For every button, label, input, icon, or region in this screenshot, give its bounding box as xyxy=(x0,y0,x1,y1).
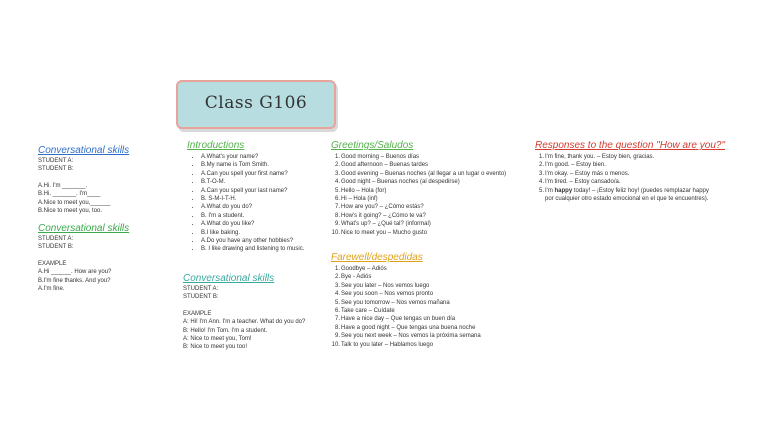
list-item: 1.Good morning – Buenos días xyxy=(334,154,420,160)
list-item: • B. I like drawing and listening to music. xyxy=(201,245,304,253)
responses-list xyxy=(535,153,725,203)
list-item: 3.See you later – Nos vemos luego xyxy=(334,282,430,289)
student-a-label: STUDENT A: xyxy=(38,236,74,242)
page-title: Class G106 xyxy=(204,93,308,113)
list-item: 7.How are you? – ¿Cómo estás? xyxy=(334,204,424,211)
list-item: 5.I'm happy today! – ¡Estoy feliz hoy! (puedes remplazar happy xyxy=(538,187,709,194)
list-item: 2.Bye - Adiós xyxy=(334,274,372,281)
list-item: 2.Good afternoon – Buenas tardes xyxy=(334,162,429,169)
list-item: 5.Hello – Hola (for) xyxy=(334,187,387,194)
conversational-skills-heading-3: Conversational skills xyxy=(183,273,275,284)
dialog-line: A.Nice to meet you,______ xyxy=(38,199,111,206)
list-item: 8.How's it going? – ¿Cómo te va? xyxy=(334,212,426,219)
conversational-skills-heading-1: Conversational skills xyxy=(38,145,130,156)
dialog-line: A.Hi. I'm _______. xyxy=(38,182,88,189)
col2-section3 xyxy=(183,273,305,352)
list-item: 3.Good evening – Buenas noches (al llegar a un lugar o evento) xyxy=(334,170,507,177)
list-item: • B.My name is Tom Smith. xyxy=(201,161,304,169)
list-item: • B.T-O-M. xyxy=(201,178,304,186)
farewell-list xyxy=(331,265,481,349)
list-item: 1.I'm fine, thank you. – Estoy bien, gracias. xyxy=(538,154,655,160)
list-item-continuation: por cualquier otro estado emocional en el que te encuentres). xyxy=(545,196,709,203)
student-b-label: STUDENT B: xyxy=(38,244,74,251)
dialog-line: B: Nice to meet you too! xyxy=(183,344,248,351)
col1-section1 xyxy=(38,145,129,215)
example-label: EXAMPLE xyxy=(38,260,67,267)
list-item: 1.Goodbye – Adiós xyxy=(334,266,387,272)
list-item: • B. I'm a student. xyxy=(201,212,304,220)
list-item: • A.Can you spell your last name? xyxy=(201,187,304,195)
list-item: 6.Hi – Hola (inf) xyxy=(334,196,378,203)
responses-heading: Responses to the question "How are you?" xyxy=(535,140,725,151)
title-box xyxy=(176,80,336,129)
list-item: • B. S-M-I-T-H. xyxy=(201,195,304,203)
col1-section2 xyxy=(38,223,129,293)
greetings-list xyxy=(331,153,506,237)
student-b-label: STUDENT B: xyxy=(183,294,219,301)
list-item: 2.I'm good. – Estoy bien. xyxy=(538,162,606,169)
introductions-section xyxy=(187,140,304,254)
dialog-line: A.Hi ______. How are you? xyxy=(38,269,112,276)
example-label: EXAMPLE xyxy=(183,310,212,317)
greetings-heading: Greetings/Saludos xyxy=(331,140,414,151)
dialog-line: B.Nice to meet you, too. xyxy=(38,208,103,215)
list-item: 10.Talk to you later – Hablamos luego xyxy=(331,341,434,348)
student-a-label: STUDENT A: xyxy=(183,286,219,292)
dialog-line: B: Hello! I'm Tom. I'm a student. xyxy=(183,327,268,334)
list-item: 9.See you next week – Nos vemos la próxima semana xyxy=(334,333,481,340)
student-b-label: STUDENT B: xyxy=(38,166,74,173)
farewell-section xyxy=(331,252,481,349)
farewell-heading: Farewell/despedidas xyxy=(331,252,423,263)
list-item: 8.Have a good night – Que tengas una buena noche xyxy=(334,324,476,331)
list-item: 4.Good night – Buenas noches (al despedirse) xyxy=(334,179,460,186)
list-item: 9.What's up? – ¿Qué tal? (informal) xyxy=(334,221,431,228)
greetings-section xyxy=(331,140,506,237)
dialog-line: A: Hi! I'm Ann. I'm a teacher. What do you do? xyxy=(183,319,306,326)
list-item: 10.Nice to meet you – Mucho gusto xyxy=(331,229,428,236)
list-item: • A.What do you like? xyxy=(201,220,304,228)
list-item: • A.What's your name? xyxy=(201,153,304,161)
bold-word: happy xyxy=(554,187,573,194)
dialog-line: A.I'm fine. xyxy=(38,286,65,293)
list-item: • A.Do you have any other hobbies? xyxy=(201,237,304,245)
introductions-list xyxy=(187,153,304,254)
dialog-line: B.I'm fine thanks. And you? xyxy=(38,277,111,284)
list-item: 7.Have a nice day – Que tengas un buen día xyxy=(334,316,456,323)
student-a-label: STUDENT A: xyxy=(38,158,74,164)
list-item: 6.Take care – Cuídate xyxy=(334,308,395,315)
list-item: 3.I'm okay. – Estoy más o menos. xyxy=(538,170,630,177)
conversational-skills-heading-2: Conversational skills xyxy=(38,223,130,234)
list-item: • A.Can you spell your first name? xyxy=(201,170,304,178)
list-item: • A.What do you do? xyxy=(201,203,304,211)
introductions-heading: Introductions xyxy=(187,140,245,151)
dialog-line: B.Hi. _______. I'm____ xyxy=(38,191,101,198)
list-item: • B.I like baking. xyxy=(201,229,304,237)
list-item: 5.See you tomorrow – Nos vemos mañana xyxy=(334,299,450,306)
dialog-line: A: Nice to meet you, Tom! xyxy=(183,336,252,343)
responses-section xyxy=(535,140,725,203)
list-item: 4.I'm tired. – Estoy cansado/a. xyxy=(538,179,621,186)
list-item: 4.See you soon – Nos vemos pronto xyxy=(334,291,434,298)
